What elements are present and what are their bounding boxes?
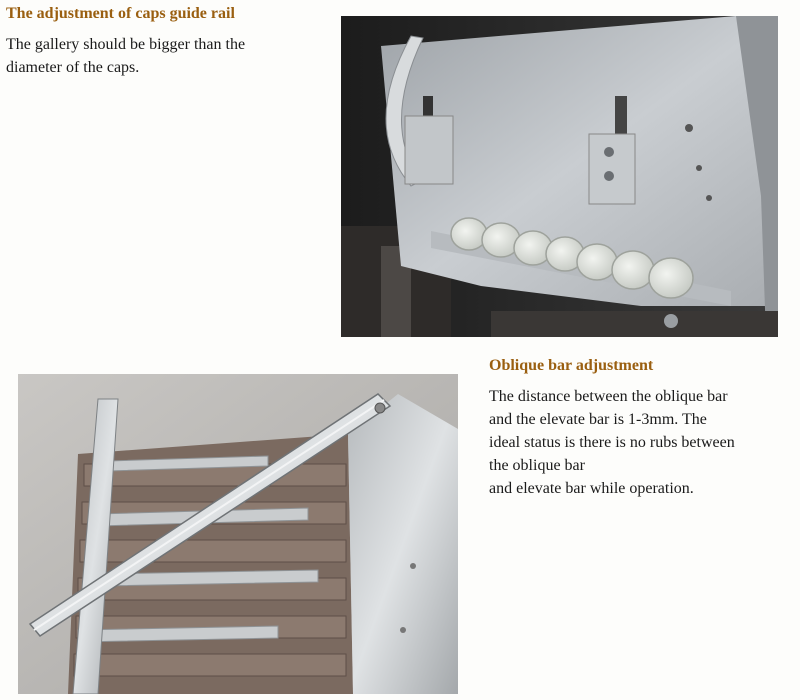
body-line: The gallery should be bigger than the [6,36,246,53]
body-line: the oblique bar [489,457,585,474]
photo-oblique-bar [18,374,458,694]
body-line: diameter of the caps. [6,59,140,76]
oblique-bar-illustration [18,374,458,694]
caps-guide-rail-illustration [341,16,778,337]
section-heading-oblique-bar: Oblique bar adjustment [489,357,654,374]
section-heading-caps-guide-rail: The adjustment of caps guide rail [6,5,235,22]
body-line: ideal status is there is no rubs between [489,434,735,451]
body-line: and the elevate bar is 1-3mm. The [489,411,707,428]
photo-caps-guide-rail [341,16,778,337]
body-line: and elevate bar while operation. [489,480,694,497]
body-line: The distance between the oblique bar [489,388,728,405]
section-body-caps-guide-rail [6,33,336,79]
section-body-oblique-bar [489,385,794,500]
